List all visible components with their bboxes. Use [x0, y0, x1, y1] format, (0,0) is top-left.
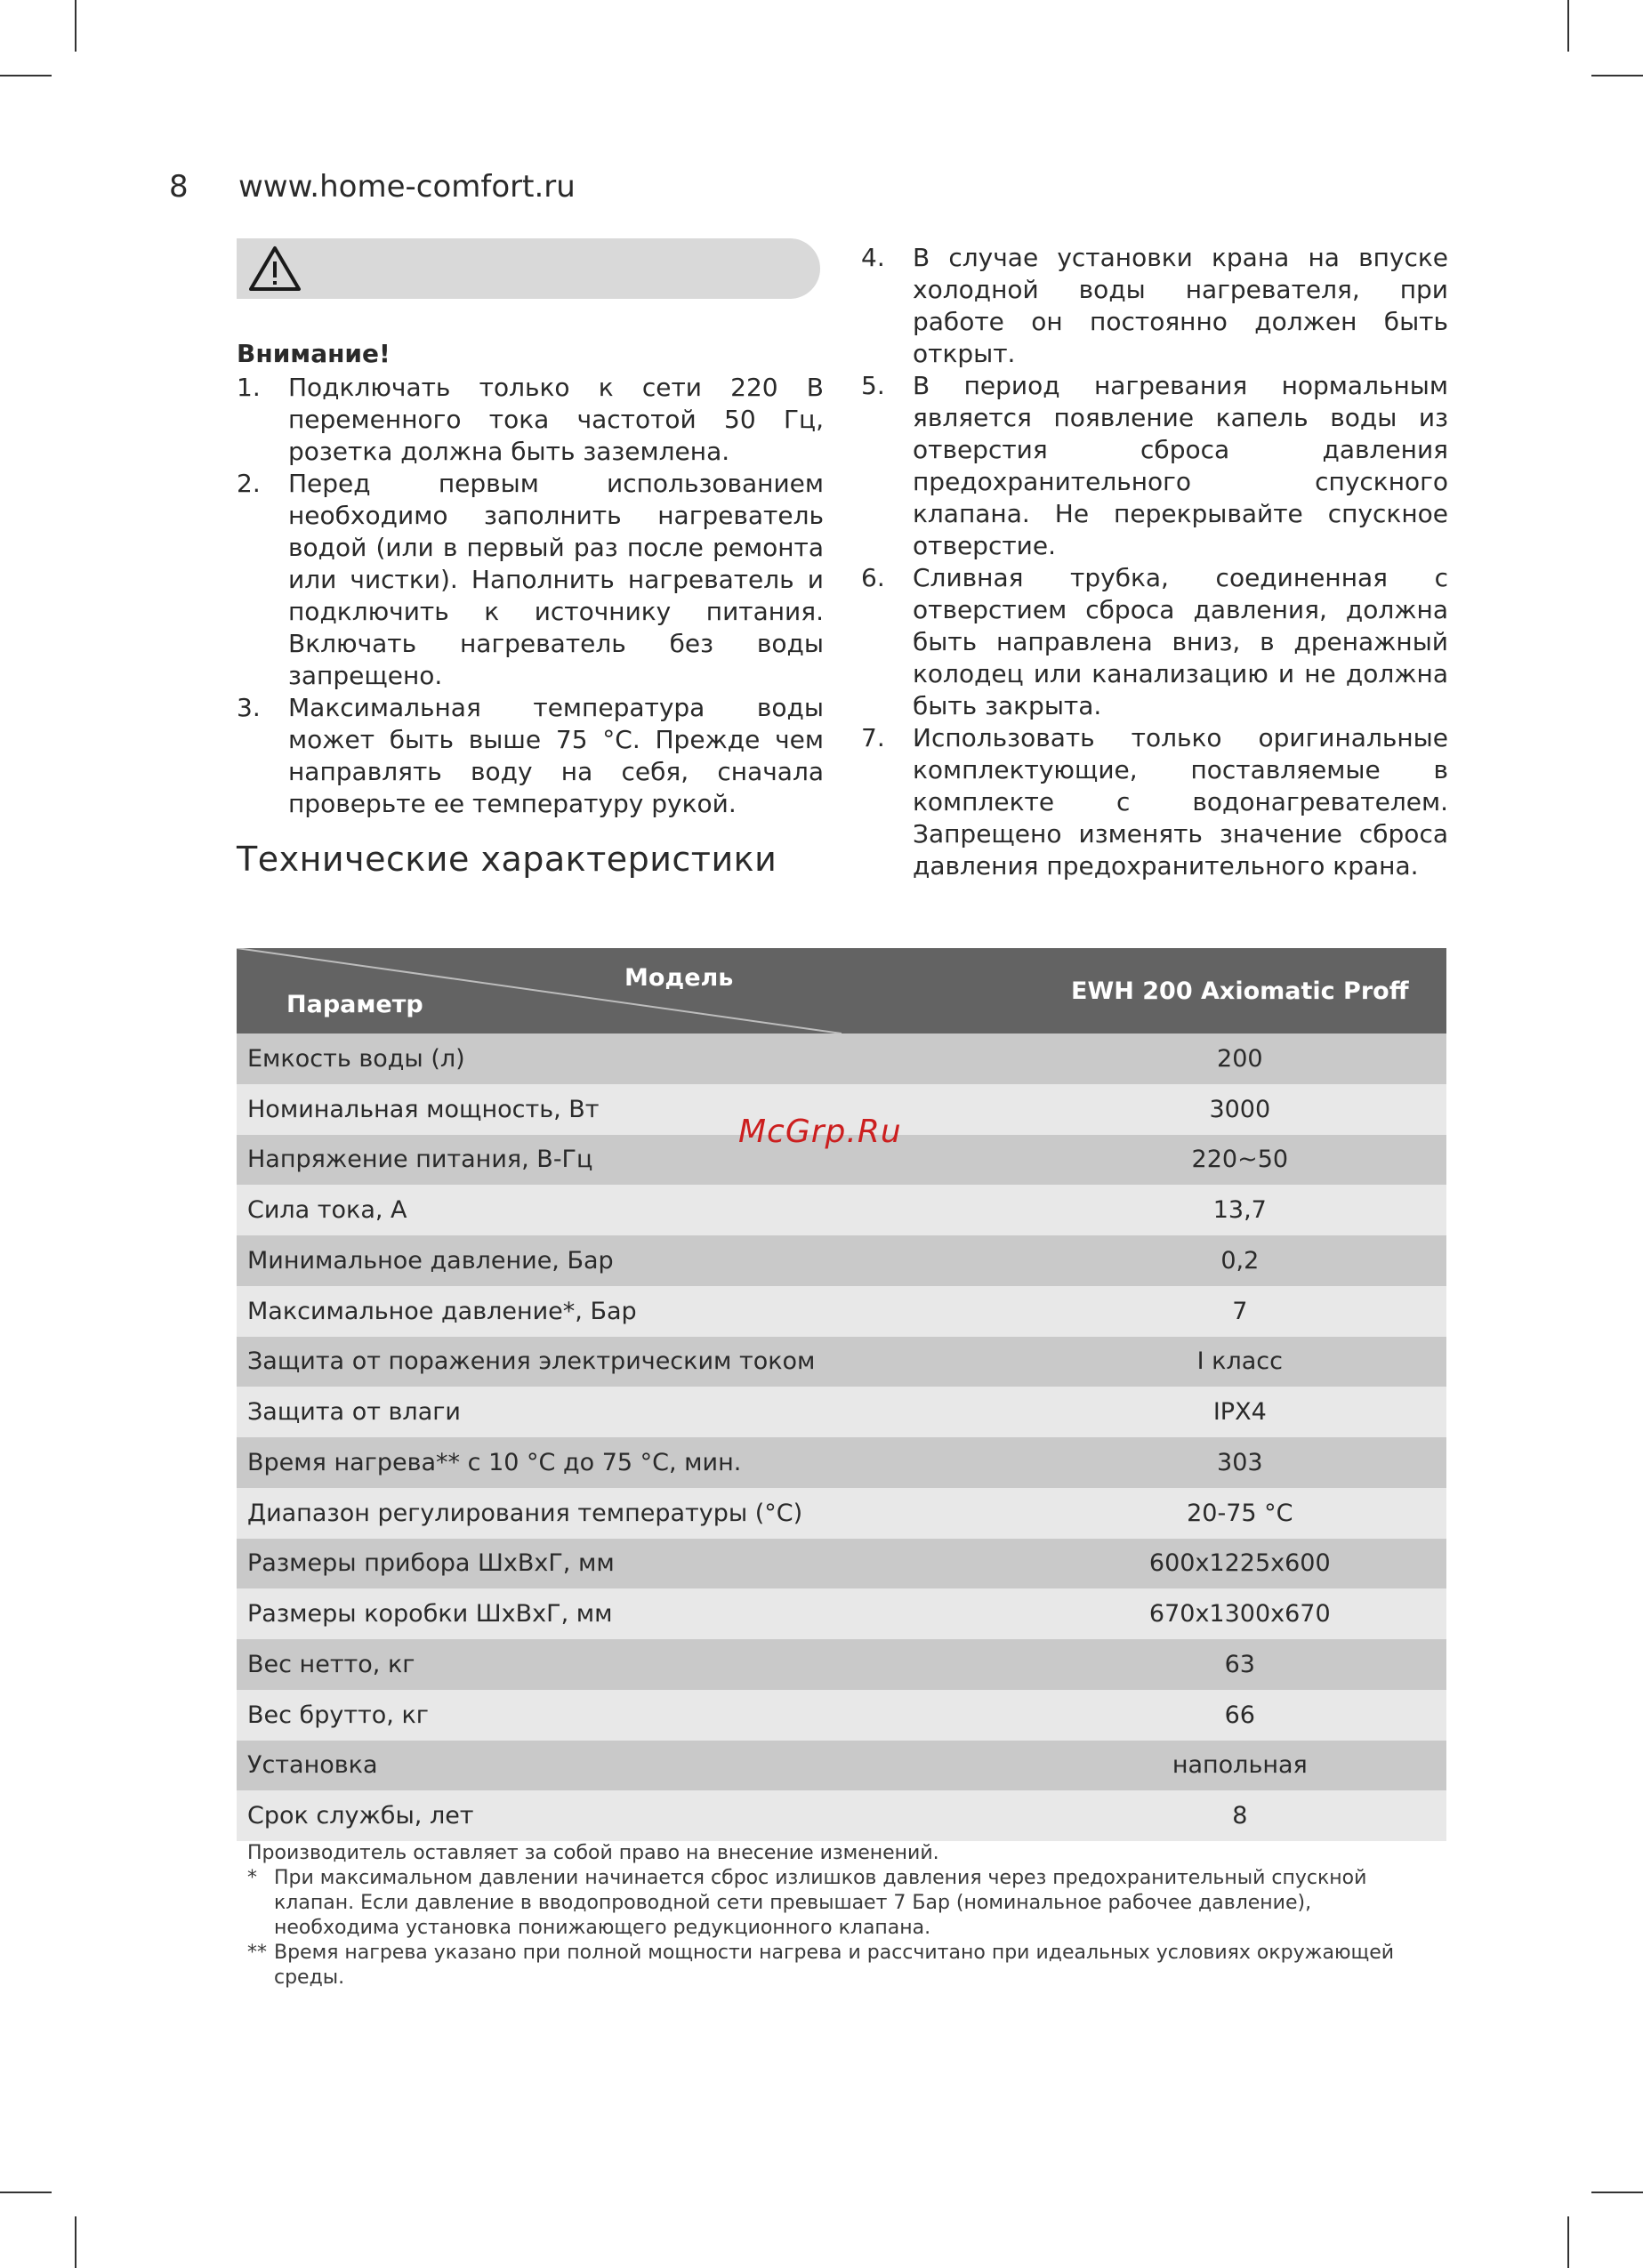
crop-mark — [0, 2192, 52, 2193]
value-cell: напольная — [1172, 1751, 1308, 1780]
table-row — [237, 1185, 1446, 1235]
value-cell: 303 — [1217, 1448, 1263, 1476]
value-cell: 0,2 — [1220, 1246, 1260, 1275]
site-url: www.home-comfort.ru — [238, 169, 576, 205]
warning-banner — [237, 238, 820, 299]
table-row — [237, 1337, 1446, 1387]
value-cell: 670х1300х670 — [1148, 1600, 1331, 1629]
crop-mark — [1591, 75, 1643, 76]
value-cell: 220~50 — [1191, 1146, 1289, 1174]
param-cell: Вес нетто, кг — [247, 1650, 415, 1678]
param-cell: Максимальное давление*, Бар — [247, 1297, 637, 1325]
value-cell: 600х1225х600 — [1148, 1549, 1331, 1578]
page-header — [169, 169, 576, 205]
model-name: EWH 200 Axiomatic Proff — [1071, 977, 1409, 1005]
warning-column-right — [861, 242, 1448, 882]
param-cell: Размеры прибора ШхВхГ, мм — [247, 1549, 615, 1578]
param-cell: Срок службы, лет — [247, 1802, 474, 1830]
table-row — [237, 1790, 1446, 1841]
table-header — [237, 948, 1446, 1033]
value-cell: 66 — [1224, 1701, 1255, 1729]
list-item: 1. Подключать только к сети 220 В переменного тока частотой 50 Гц, розетка должна быть заземлена. — [237, 373, 824, 466]
table-row — [237, 1690, 1446, 1741]
value-cell: IPX4 — [1212, 1398, 1267, 1427]
value-cell: 200 — [1217, 1044, 1263, 1073]
crop-mark — [1567, 2216, 1569, 2268]
table-row — [237, 1387, 1446, 1437]
spec-table — [237, 948, 1446, 1841]
param-cell: Диапазон регулирования температуры (°С) — [247, 1499, 803, 1527]
list-item: 4. В случае установки крана на впуске холодной воды нагревателя, при работе он постоянно должен быть открыт. — [861, 243, 1448, 368]
list-item: 6. Сливная трубка, соединенная с отверстием сброса давления, должна быть направлена вниз, в дренажный колодец или канализацию и не должна быть закрыта. — [861, 563, 1448, 720]
param-cell: Напряжение питания, В-Гц — [247, 1146, 593, 1174]
crop-mark — [1567, 0, 1569, 52]
footnote: ** Время нагрева указано при полной мощности нагрева и рассчитано при идеальных условиях окружающей среды. — [247, 1942, 1395, 1989]
warning-column-left — [237, 338, 824, 820]
table-row — [237, 1033, 1446, 1084]
value-cell: 63 — [1224, 1650, 1255, 1678]
table-row — [237, 1588, 1446, 1639]
param-cell: Минимальное давление, Бар — [247, 1246, 614, 1275]
value-cell: 7 — [1232, 1297, 1248, 1325]
list-item: 2. Перед первым использованием необходимо заполнить нагреватель водой (или в первый раз после ремонта или чистки). Наполнить нагреватель и подключить к источнику питания. Включать нагреватель без воды запрещено. — [237, 469, 824, 690]
param-cell: Установка — [247, 1751, 378, 1780]
crop-mark — [1591, 2192, 1643, 2193]
param-cell: Номинальная мощность, Вт — [247, 1095, 600, 1123]
section-title: Технические характеристики — [237, 840, 777, 879]
header-param-label: Параметр — [286, 991, 423, 1018]
warning-triangle-icon — [247, 244, 302, 294]
value-cell: 13,7 — [1212, 1196, 1267, 1225]
table-row — [237, 1539, 1446, 1589]
value-cell: I класс — [1196, 1347, 1283, 1376]
footnotes — [247, 1841, 1439, 1991]
param-cell: Вес брутто, кг — [247, 1701, 429, 1729]
table-row — [237, 1639, 1446, 1690]
crop-mark — [75, 2216, 77, 2268]
list-item: 7. Использовать только оригинальные комплектующие, поставляемые в комплекте с водонагревателем. Запрещено изменять значение сброса давления предохранительного крана. — [861, 723, 1448, 881]
value-cell: 20-75 °С — [1187, 1499, 1293, 1527]
value-cell: 3000 — [1209, 1095, 1271, 1123]
list-item: 5. В период нагревания нормальным является появление капель воды из отверстия сброса давления предохранительного спускного клапана. Не перекрывайте спускное отверстие. — [861, 371, 1448, 560]
value-cell: 8 — [1232, 1802, 1248, 1830]
table-row — [237, 1235, 1446, 1286]
list-item: 3. Максимальная температура воды может быть выше 75 °С. Прежде чем направлять воду на себя, сначала проверьте ее температуру рукой. — [237, 693, 824, 818]
table-row — [237, 1437, 1446, 1488]
param-cell: Защита от влаги — [247, 1398, 461, 1427]
header-model-label: Модель — [624, 964, 734, 992]
crop-mark — [75, 0, 77, 52]
param-cell: Размеры коробки ШхВхГ, мм — [247, 1600, 613, 1629]
header-diagonal-cell — [237, 948, 888, 1033]
table-row — [237, 1741, 1446, 1791]
watermark: McGrp.Ru — [738, 1114, 902, 1150]
crop-mark — [0, 75, 52, 76]
param-cell: Время нагрева** с 10 °С до 75 °С, мин. — [247, 1448, 742, 1476]
table-row — [237, 1488, 1446, 1539]
warning-title: Внимание! — [237, 339, 391, 368]
param-cell: Сила тока, А — [247, 1196, 407, 1225]
note-main: Производитель оставляет за собой право на внесение изменений. — [247, 1842, 939, 1864]
param-cell: Защита от поражения электрическим током — [247, 1347, 816, 1376]
param-cell: Емкость воды (л) — [247, 1044, 465, 1073]
footnote: * При максимальном давлении начинается сброс излишков давления через предохранительный спускной клапан. Если давление в вводопроводной сети превышает 7 Бар (номинальное рабочее давление), необходима установка понижающего редукционного клапана. — [247, 1867, 1367, 1939]
table-row — [237, 1286, 1446, 1337]
page-number: 8 — [169, 169, 189, 205]
